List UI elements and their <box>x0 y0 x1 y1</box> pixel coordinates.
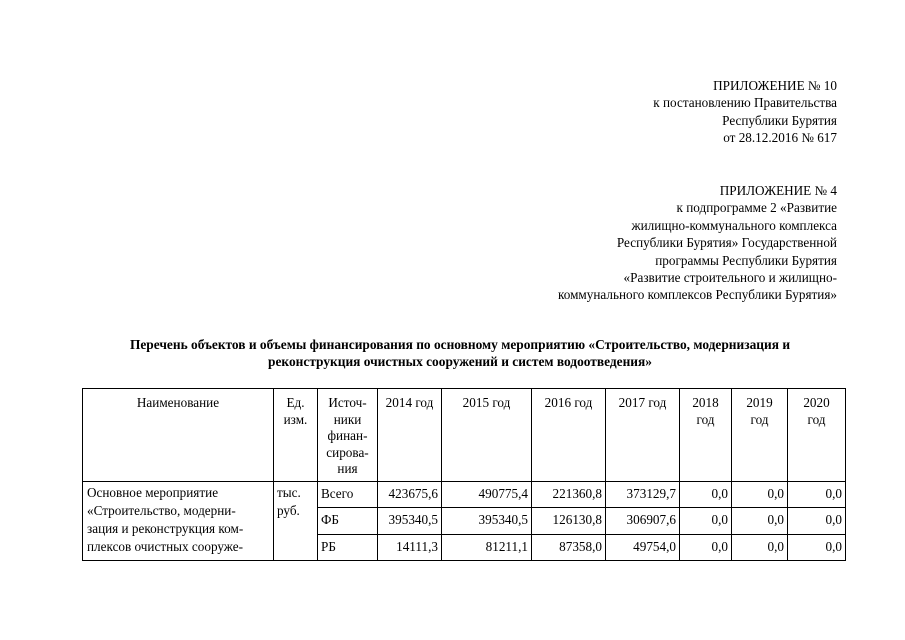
item-name-line: Основное мероприятие <box>87 485 219 500</box>
header-2017 <box>606 389 680 482</box>
header-2020-line: год <box>807 411 826 427</box>
appendix-sub <box>558 182 837 304</box>
header-2014 <box>378 389 442 482</box>
header-2016 <box>532 389 606 482</box>
header-2018 <box>680 389 732 482</box>
header-2019 <box>732 389 788 482</box>
header-2020 <box>788 389 846 482</box>
appendix-main-line: от 28.12.2016 № 617 <box>723 130 837 146</box>
value-cell: 0,0 <box>788 482 846 508</box>
value-cell: 0,0 <box>732 482 788 508</box>
value-cell: 49754,0 <box>606 534 680 560</box>
value-cell: 0,0 <box>680 508 732 534</box>
table-row-total <box>83 482 846 508</box>
header-source <box>318 389 378 482</box>
document-title <box>60 336 860 370</box>
source-cell: ФБ <box>318 508 378 534</box>
table-header-row <box>83 389 846 482</box>
header-2017-label: 2017 год <box>618 395 667 410</box>
appendix-sub-line: Республики Бурятия» Государственной <box>616 235 837 251</box>
value-cell: 0,0 <box>788 508 846 534</box>
header-source-line: Источ- <box>328 395 367 410</box>
header-unit <box>274 389 318 482</box>
header-source-line: финан- <box>327 428 368 443</box>
value-cell: 221360,8 <box>532 482 606 508</box>
header-2014-label: 2014 год <box>385 395 434 410</box>
value-cell: 81211,1 <box>442 534 532 560</box>
header-source-line: сирова- <box>326 444 369 460</box>
appendix-sub-line: ПРИЛОЖЕНИЕ № 4 <box>719 183 837 198</box>
value-cell: 0,0 <box>788 534 846 560</box>
header-source-line: ники <box>333 411 362 427</box>
header-2016-label: 2016 год <box>544 395 593 410</box>
header-name <box>83 389 274 482</box>
item-name-cell <box>83 482 274 561</box>
financing-table <box>82 388 846 561</box>
header-2019-line: 2019 <box>746 395 773 410</box>
item-unit-cell <box>274 482 318 561</box>
source-cell: Всего <box>318 482 378 508</box>
value-cell: 395340,5 <box>378 508 442 534</box>
value-cell: 0,0 <box>732 508 788 534</box>
header-2018-line: год <box>696 411 715 427</box>
item-unit-line: руб. <box>277 503 300 518</box>
appendix-sub-line: программы Республики Бурятия <box>655 252 837 268</box>
header-2019-line: год <box>750 411 769 427</box>
appendix-sub-line: жилищно-коммунального комплекса <box>631 217 837 233</box>
value-cell: 423675,6 <box>378 482 442 508</box>
value-cell: 14111,3 <box>378 534 442 560</box>
value-cell: 490775,4 <box>442 482 532 508</box>
header-2020-line: 2020 <box>803 395 830 410</box>
appendix-sub-line: к подпрограмме 2 «Развитие <box>676 200 837 216</box>
header-2015-label: 2015 год <box>462 395 511 410</box>
item-name-line: «Строительство, модерни- <box>87 503 236 518</box>
appendix-main <box>653 77 837 147</box>
item-name-line: зация и реконструкция ком- <box>87 521 244 536</box>
appendix-main-line: Республики Бурятия <box>722 112 837 128</box>
header-source-line: ния <box>337 461 358 476</box>
appendix-main-line: ПРИЛОЖЕНИЕ № 10 <box>713 78 837 93</box>
value-cell: 0,0 <box>732 534 788 560</box>
value-cell: 373129,7 <box>606 482 680 508</box>
source-cell: РБ <box>318 534 378 560</box>
value-cell: 306907,6 <box>606 508 680 534</box>
item-name-line: плексов очистных сооруже- <box>87 539 243 554</box>
appendix-main-line: к постановлению Правительства <box>653 95 837 111</box>
appendix-sub-line: «Развитие строительного и жилищно- <box>623 270 837 286</box>
header-unit-line: изм. <box>283 411 308 427</box>
document-title-line: реконструкция очистных сооружений и систем водоотведения» <box>268 354 652 369</box>
value-cell: 0,0 <box>680 482 732 508</box>
appendix-sub-line: коммунального комплексов Республики Бурятия» <box>557 287 837 303</box>
value-cell: 0,0 <box>680 534 732 560</box>
value-cell: 87358,0 <box>532 534 606 560</box>
value-cell: 395340,5 <box>442 508 532 534</box>
header-2015 <box>442 389 532 482</box>
header-2018-line: 2018 <box>692 395 719 410</box>
header-name-label: Наименование <box>136 395 220 410</box>
document-title-line: Перечень объектов и объемы финансирования по основному мероприятию «Строительство, модернизация и <box>129 337 791 352</box>
item-unit-line: тыс. <box>277 485 301 500</box>
value-cell: 126130,8 <box>532 508 606 534</box>
header-unit-line: Ед. <box>286 395 305 410</box>
